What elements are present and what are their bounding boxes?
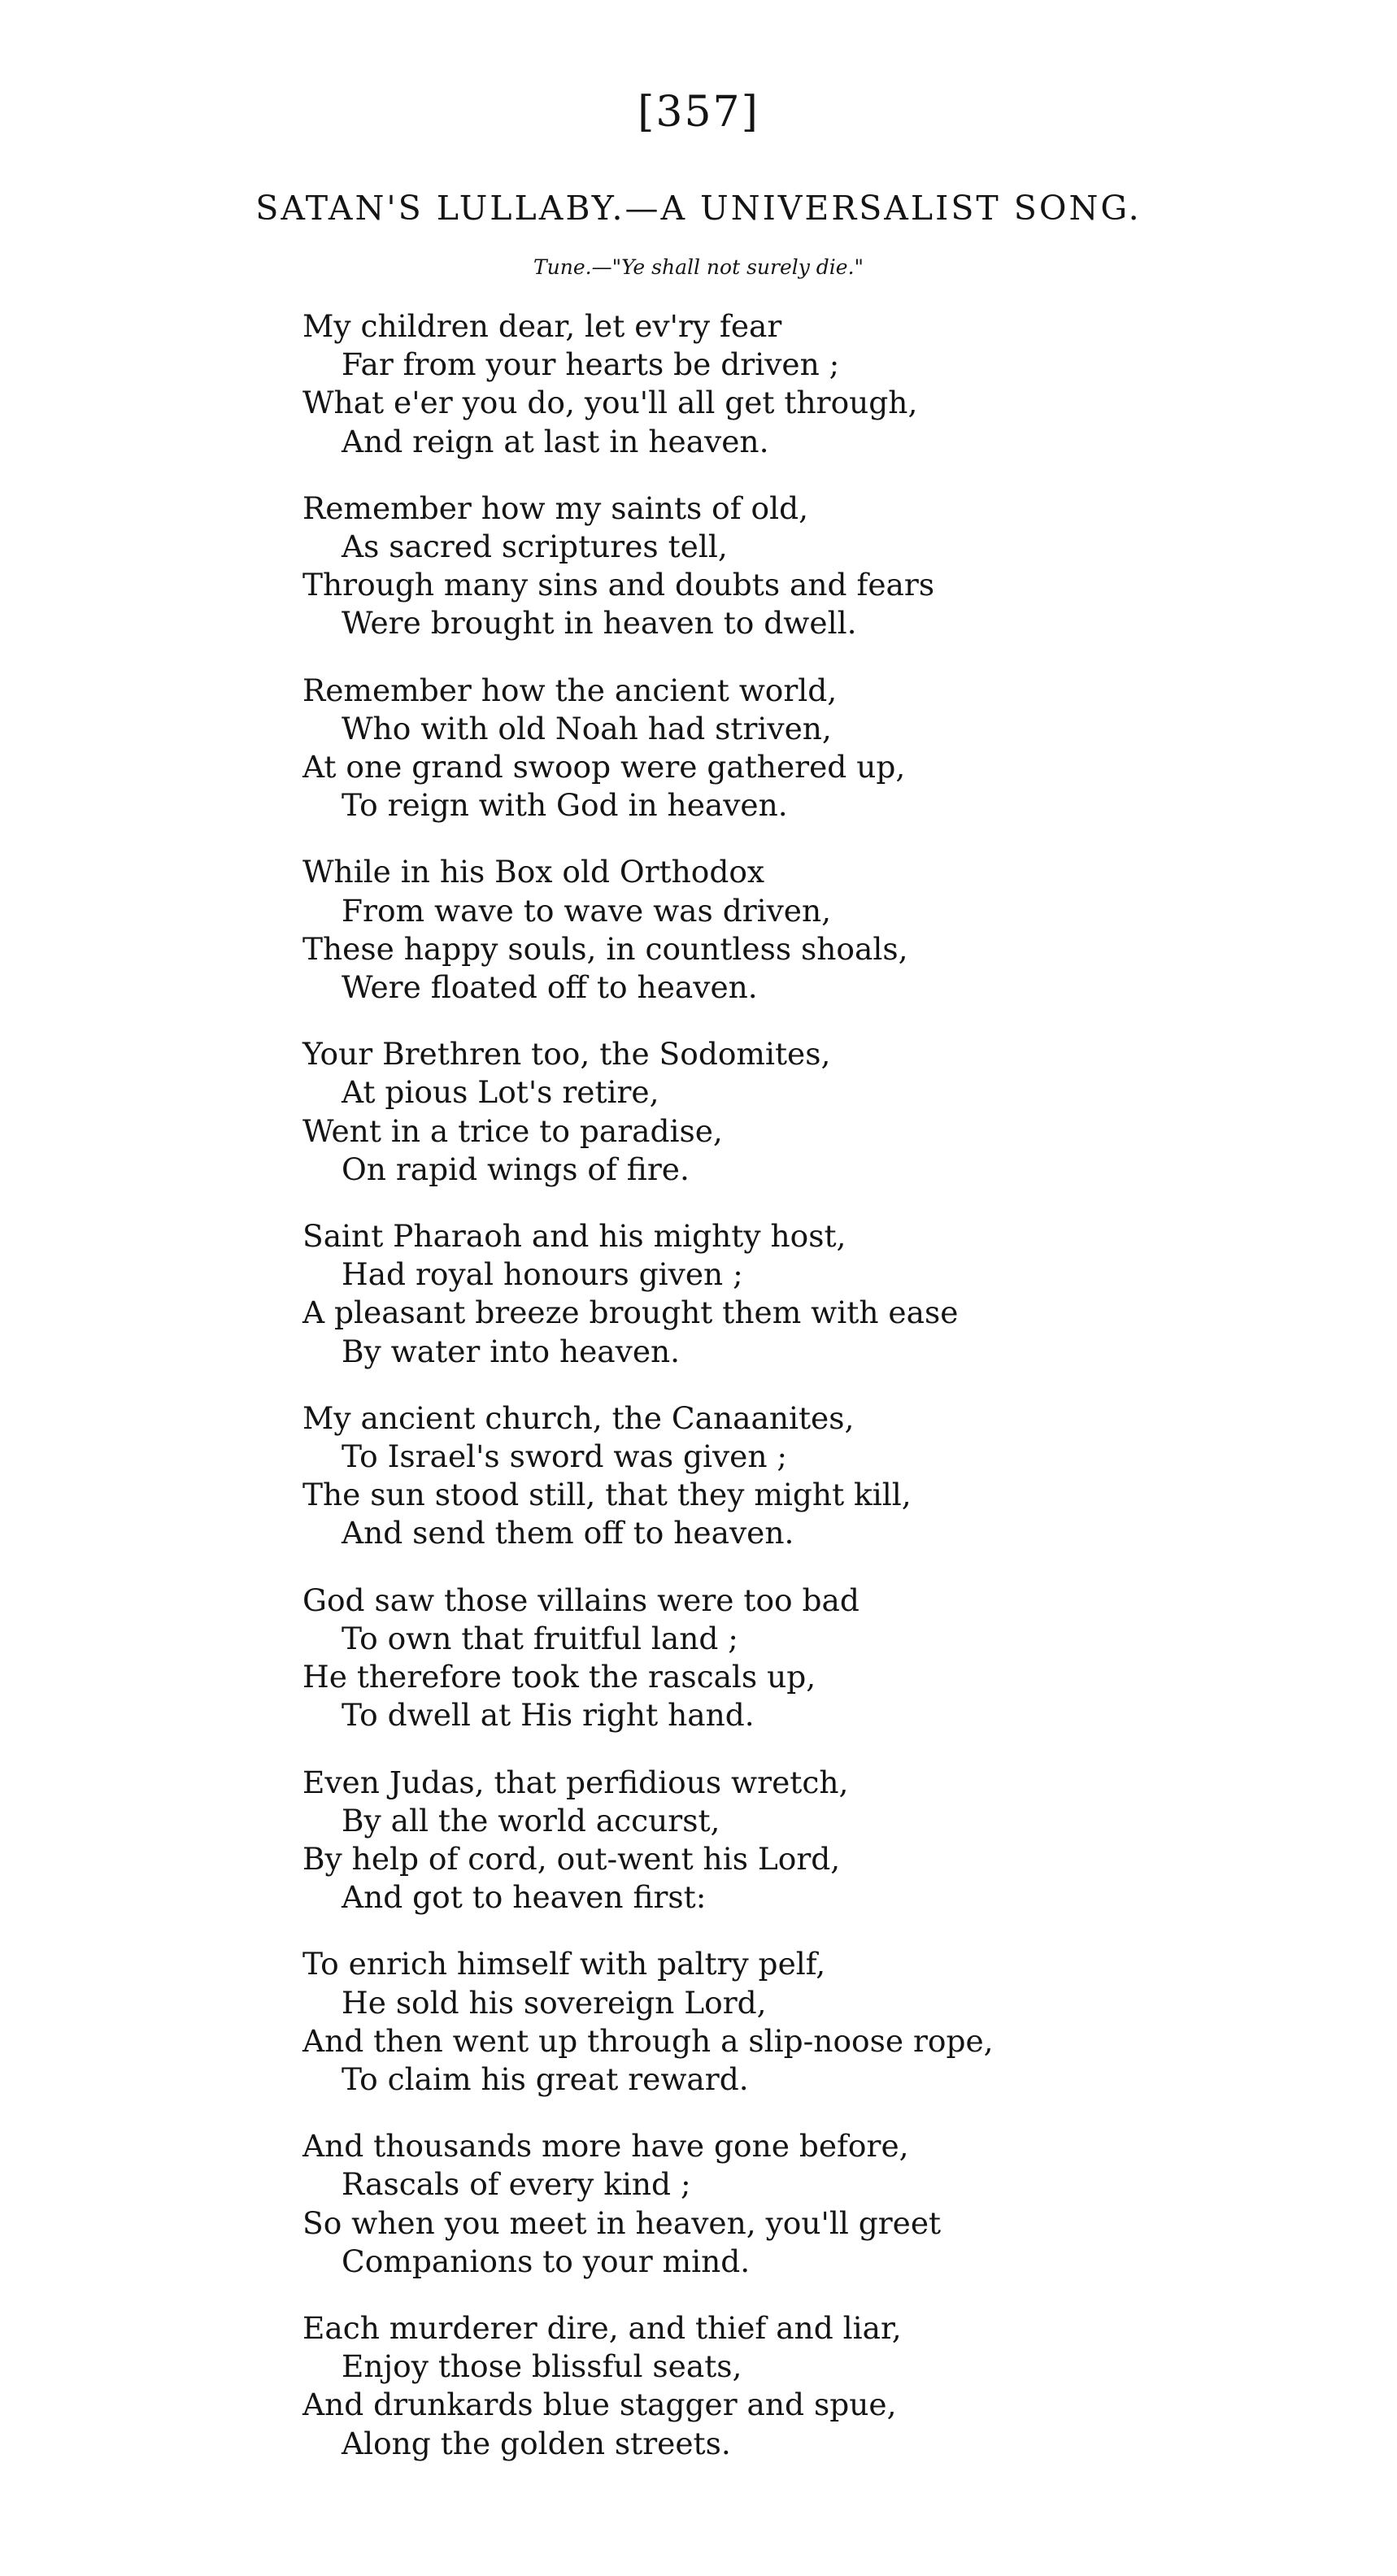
stanza-line: Were brought in heaven to dwell. (342, 605, 857, 642)
stanza-line: To dwell at His right hand. (342, 1697, 755, 1734)
stanza-line: What e'er you do, you'll all get through, (302, 385, 918, 421)
stanza-line: And thousands more have gone before, (302, 2128, 909, 2165)
stanza-9 (302, 1764, 1360, 1917)
stanza-line: These happy souls, in countless shoals, (302, 930, 908, 967)
stanza-line: Far from your hearts be driven ; (342, 346, 840, 383)
stanza-line: God saw those villains were too bad (302, 1582, 860, 1618)
stanza-line: To Israel's sword was given ; (342, 1438, 788, 1475)
stanza-line: Had royal honours given ; (342, 1256, 743, 1293)
stanza-line: Even Judas, that perfidious wretch, (302, 1764, 849, 1800)
stanza-line: So when you meet in heaven, you'll greet (302, 2204, 942, 2241)
stanza-5 (302, 1035, 1360, 1189)
stanza-12 (302, 2309, 1360, 2463)
stanza-line: And then went up through a slip-noose rope, (302, 2022, 994, 2059)
stanza-line: Remember how the ancient world, (302, 672, 838, 708)
stanza-line: Went in a trice to paradise, (302, 1112, 723, 1149)
stanza-line: From wave to wave was driven, (342, 892, 832, 929)
poem (302, 307, 1360, 2491)
stanza-11 (302, 2127, 1360, 2281)
stanza-2 (302, 490, 1360, 643)
stanza-line: Rascals of every kind ; (342, 2166, 691, 2203)
stanza-4 (302, 853, 1360, 1007)
stanza-line: To own that fruitful land ; (342, 1620, 738, 1656)
tune-line: Tune.—"Ye shall not surely die." (533, 255, 864, 279)
stanza-line: And send them off to heaven. (342, 1515, 794, 1551)
stanza-line: At pious Lot's retire, (342, 1074, 659, 1111)
stanza-7 (302, 1399, 1360, 1553)
stanza-line: At one grand swoop were gathered up, (302, 749, 906, 785)
song-title: SATAN'S LULLABY.—A UNIVERSALIST SONG. (255, 189, 1142, 228)
stanza-6 (302, 1217, 1360, 1371)
stanza-line: My ancient church, the Canaanites, (302, 1399, 855, 1436)
stanza-line: Through many sins and doubts and fears (302, 567, 935, 603)
stanza-line: Enjoy those blissful seats, (342, 2348, 742, 2385)
stanza-line: To reign with God in heaven. (342, 787, 788, 824)
stanza-line: He sold his sovereign Lord, (342, 1984, 767, 2021)
stanza-line: And got to heaven first: (342, 1879, 707, 1916)
stanza-line: Along the golden streets. (342, 2425, 731, 2461)
stanza-line: He therefore took the rascals up, (302, 1659, 816, 1695)
stanza-line: While in his Box old Orthodox (302, 854, 765, 890)
stanza-line: And drunkards blue stagger and spue, (302, 2387, 897, 2423)
stanza-line: On rapid wings of fire. (342, 1151, 690, 1187)
stanza-line: Your Brethren too, the Sodomites, (302, 1036, 831, 1073)
stanza-10 (302, 1945, 1360, 2099)
stanza-line: By help of cord, out-went his Lord, (302, 1840, 841, 1877)
stanza-1 (302, 307, 1360, 461)
stanza-line: Each murderer dire, and thief and liar, (302, 2309, 902, 2346)
stanza-line: The sun stood still, that they might kill, (302, 1477, 912, 1513)
stanza-line: Who with old Noah had striven, (342, 710, 832, 746)
stanza-8 (302, 1582, 1360, 1735)
stanza-3 (302, 672, 1360, 825)
stanza-line: To claim his great reward. (342, 2060, 749, 2097)
stanza-line: My children dear, let ev'ry fear (302, 308, 782, 344)
stanza-line: Remember how my saints of old, (302, 490, 809, 526)
stanza-line: By water into heaven. (342, 1333, 681, 1369)
page-number: [357] (638, 88, 759, 137)
stanza-line: And reign at last in heaven. (342, 423, 769, 459)
stanza-line: Were floated off to heaven. (342, 969, 758, 1006)
stanza-line: Companions to your mind. (342, 2243, 751, 2279)
stanza-line: Saint Pharaoh and his mighty host, (302, 1218, 846, 1255)
stanza-line: To enrich himself with paltry pelf, (302, 1946, 826, 1982)
stanza-line: A pleasant breeze brought them with ease (302, 1295, 959, 1331)
stanza-line: As sacred scriptures tell, (342, 529, 728, 565)
stanza-line: By all the world accurst, (342, 1802, 720, 1838)
